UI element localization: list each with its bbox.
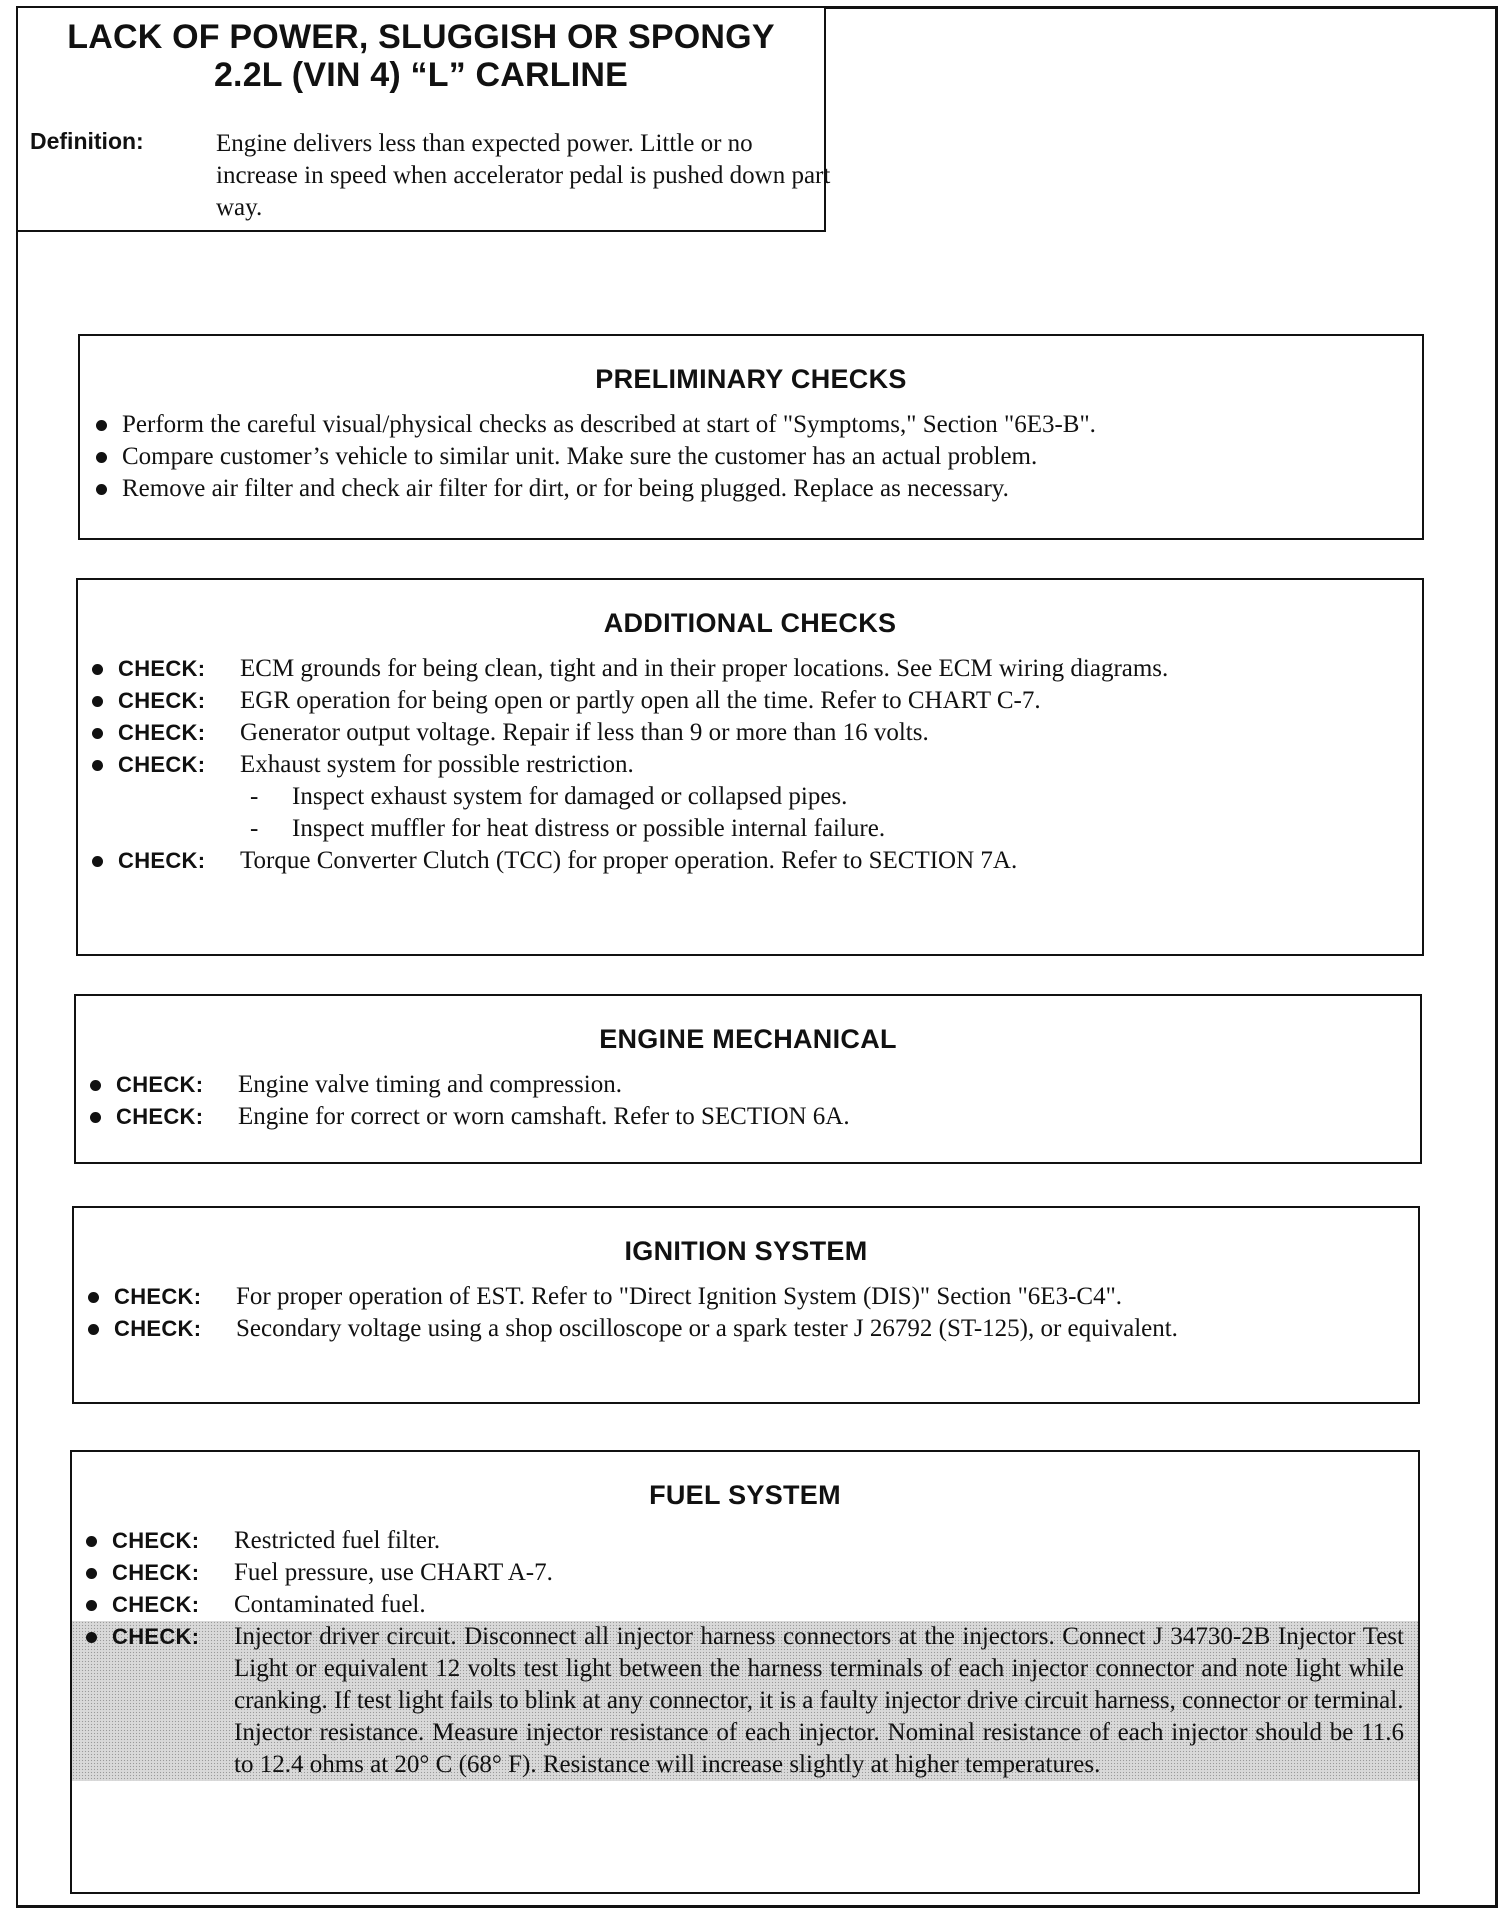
definition-text: Engine delivers less than expected power. Little or no increase in speed when accelerator pedal is pushed down part way. (216, 130, 831, 221)
check-item (90, 749, 1408, 845)
sub-item (240, 813, 1408, 845)
ignition-system-section (72, 1206, 1420, 1404)
bullet-icon (86, 1600, 97, 1611)
check-item (90, 653, 1408, 685)
title-line-1: LACK OF POWER, SLUGGISH OR SPONGY (67, 18, 775, 56)
check-text: ECM grounds for being clean, tight and in their proper locations. See ECM wiring diagrams. (240, 655, 1169, 682)
sub-item-text: Inspect muffler for heat distress or possible internal failure. (292, 815, 886, 842)
bullet-icon (88, 1292, 99, 1303)
bullet-icon (92, 728, 103, 739)
check-item (90, 717, 1408, 749)
section-title: FUEL SYSTEM (649, 1480, 841, 1510)
check-item (84, 1525, 1418, 1557)
preliminary-checks-section (78, 334, 1424, 540)
page-title (18, 18, 824, 94)
list-item (94, 409, 1408, 441)
bullet-icon (88, 1324, 99, 1335)
dash-icon: - (250, 783, 259, 810)
item-text: Perform the careful visual/physical checks as described at start of "Symptoms," Section "6E3-B". (122, 411, 1096, 438)
check-label: CHECK: (116, 1072, 204, 1097)
check-label: CHECK: (118, 656, 206, 681)
check-text: Generator output voltage. Repair if less than 9 or more than 16 volts. (240, 719, 929, 746)
sub-item (240, 781, 1408, 813)
injector-driver-text: Injector driver circuit. Disconnect all injector harness connectors at the injectors. Connect J 34730-2B Injector Test Light or equivalent 12 volts test light between the harness terminals of each injector connector and note light while cranking. If test light fails to blink at any connector, it is a faulty injector drive circuit harness, connector or terminal. (234, 1623, 1404, 1714)
bullet-icon (96, 484, 107, 495)
check-text: Exhaust system for possible restriction. (240, 751, 634, 778)
item-text: Remove air filter and check air filter for dirt, or for being plugged. Replace as necessary. (122, 475, 1009, 502)
bullet-icon (86, 1536, 97, 1547)
bullet-icon (92, 760, 103, 771)
check-label: CHECK: (118, 688, 206, 713)
section-title: PRELIMINARY CHECKS (595, 364, 907, 394)
check-item-injector (72, 1621, 1418, 1781)
check-text: EGR operation for being open or partly open all the time. Refer to CHART C-7. (240, 687, 1041, 714)
check-text: Torque Converter Clutch (TCC) for proper operation. Refer to SECTION 7A. (240, 847, 1018, 874)
sub-item-text: Inspect exhaust system for damaged or collapsed pipes. (292, 783, 848, 810)
item-text: Compare customer’s vehicle to similar unit. Make sure the customer has an actual problem. (122, 443, 1038, 470)
check-label: CHECK: (116, 1104, 204, 1129)
bullet-icon (92, 664, 103, 675)
check-label: CHECK: (118, 752, 206, 777)
check-item (86, 1281, 1404, 1313)
top-rule (820, 6, 1498, 9)
list-item (94, 473, 1408, 505)
check-label: CHECK: (112, 1624, 200, 1649)
check-label: CHECK: (112, 1560, 200, 1585)
list-item (94, 441, 1408, 473)
check-label: CHECK: (118, 720, 206, 745)
check-text: Contaminated fuel. (234, 1591, 426, 1618)
bullet-icon (86, 1568, 97, 1579)
check-text: Restricted fuel filter. (234, 1527, 441, 1554)
engine-mechanical-section (74, 994, 1422, 1164)
check-label: CHECK: (118, 848, 206, 873)
dash-icon: - (250, 815, 259, 842)
check-label: CHECK: (114, 1316, 202, 1341)
check-text: Engine for correct or worn camshaft. Refer to SECTION 6A. (238, 1103, 850, 1130)
check-item (88, 1069, 1406, 1101)
definition-label: Definition: (30, 128, 144, 154)
check-text: Fuel pressure, use CHART A-7. (234, 1559, 553, 1586)
check-text: Secondary voltage using a shop oscilloscope or a spark tester J 26792 (ST-125), or equivalent. (236, 1315, 1178, 1342)
check-text: For proper operation of EST. Refer to "Direct Ignition System (DIS)" Section "6E3-C4". (236, 1283, 1123, 1310)
check-text: Engine valve timing and compression. (238, 1071, 622, 1098)
check-item (86, 1313, 1404, 1345)
check-label: CHECK: (114, 1284, 202, 1309)
section-title: ADDITIONAL CHECKS (603, 608, 897, 638)
check-item (90, 685, 1408, 717)
bullet-icon (90, 1112, 101, 1123)
bullet-icon (90, 1080, 101, 1091)
title-line-2: 2.2L (VIN 4) “L” CARLINE (213, 56, 629, 94)
check-item (84, 1589, 1418, 1621)
bullet-icon (92, 856, 103, 867)
check-item (84, 1557, 1418, 1589)
injector-resistance-text: Injector resistance. Measure injector resistance of each injector. Nominal resistance of each injector should be 11.6 to 12.4 ohms at 20° C (68° F). Resistance will increase slightly at higher temperatures. (234, 1719, 1404, 1778)
section-title: ENGINE MECHANICAL (599, 1024, 897, 1054)
check-text-group (234, 1621, 1404, 1781)
bullet-icon (86, 1632, 97, 1643)
header-box (16, 6, 831, 232)
section-title: IGNITION SYSTEM (624, 1236, 868, 1266)
check-text-group (240, 749, 1408, 845)
check-item (90, 845, 1408, 877)
check-label: CHECK: (112, 1592, 200, 1617)
bullet-icon (96, 452, 107, 463)
check-label: CHECK: (112, 1528, 200, 1553)
check-item (88, 1101, 1406, 1133)
fuel-system-section (70, 1450, 1420, 1894)
bullet-icon (92, 696, 103, 707)
additional-checks-section (76, 578, 1424, 956)
bullet-icon (96, 420, 107, 431)
